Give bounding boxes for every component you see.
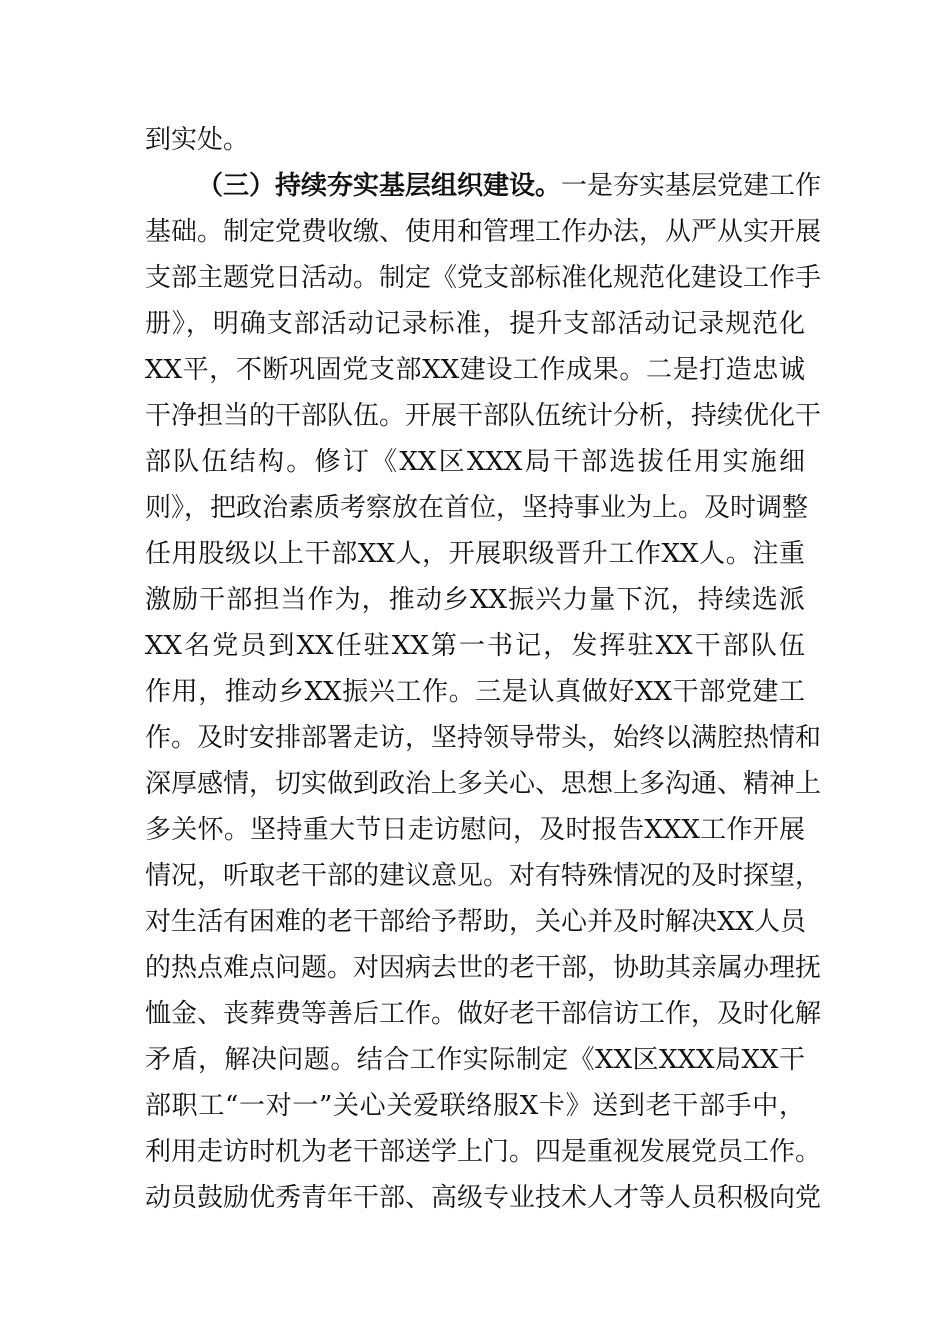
section-heading-line: [145, 164, 822, 208]
section-heading: （三）持续夯实基层组织建设。: [197, 171, 562, 201]
paragraph-line: 到实处。: [145, 125, 250, 155]
paragraph-line: 册》，明确支部活动记录标准，提升支部活动记录规范化: [145, 309, 805, 339]
paragraph-line: 多关怀。坚持重大节日走访慰问，及时报告XXX工作开展: [145, 815, 805, 845]
paragraph-line: 作用，推动乡XX振兴工作。三是认真做好XX干部党建工: [145, 677, 805, 707]
paragraph-line: 部职工“一对一”关心关爱联络服X卡》送到老干部手中，: [145, 1091, 805, 1121]
paragraph-line: 则》，把政治素质考察放在首位，坚持事业为上。及时调整: [145, 493, 809, 523]
paragraph-line: 动员鼓励优秀青年干部、高级专业技术人才等人员积极向党: [145, 1183, 822, 1213]
paragraph-line: XX平，不断巩固党支部XX建设工作成果。二是打造忠诚: [145, 355, 805, 385]
paragraph-line: 的热点难点问题。对因病去世的老干部，协助其亲属办理抚: [145, 953, 822, 983]
paragraph-line: 任用股级以上干部XX人，开展职级晋升工作XX人。注重: [145, 539, 805, 569]
paragraph-line: 矛盾，解决问题。结合工作实际制定《XX区XXX局XX干: [145, 1045, 805, 1075]
paragraph-line: 对生活有困难的老干部给予帮助，关心并及时解决XX人员: [145, 907, 807, 937]
paragraph-line: 支部主题党日活动。制定《党支部标准化规范化建设工作手: [145, 263, 822, 293]
paragraph-line: 恤金、丧葬费等善后工作。做好老干部信访工作，及时化解: [145, 999, 822, 1029]
paragraph-line: 利用走访时机为老干部送学上门。四是重视发展党员工作。: [145, 1137, 822, 1167]
paragraph-line: 部队伍结构。修订《XX区XXX局干部选拔任用实施细: [145, 447, 805, 477]
paragraph-line: 情况，听取老干部的建议意见。对有特殊情况的及时探望，: [145, 861, 822, 891]
paragraph-line: 基础。制定党费收缴、使用和管理工作办法，从严从实开展: [145, 217, 822, 247]
paragraph-line: 作。及时安排部署走访，坚持领导带头，始终以满腔热情和: [145, 723, 822, 753]
paragraph-line: XX名党员到XX任驻XX第一书记，发挥驻XX干部队伍: [145, 631, 805, 661]
paragraph-line: 干净担当的干部队伍。开展干部队伍统计分析，持续优化干: [145, 401, 822, 431]
paragraph-line: 激励干部担当作为，推动乡XX振兴力量下沉，持续选派: [145, 585, 805, 615]
section-heading-continuation: 一是夯实基层党建工作: [561, 171, 822, 201]
paragraph-line: 深厚感情，切实做到政治上多关心、思想上多沟通、精神上: [145, 769, 822, 799]
